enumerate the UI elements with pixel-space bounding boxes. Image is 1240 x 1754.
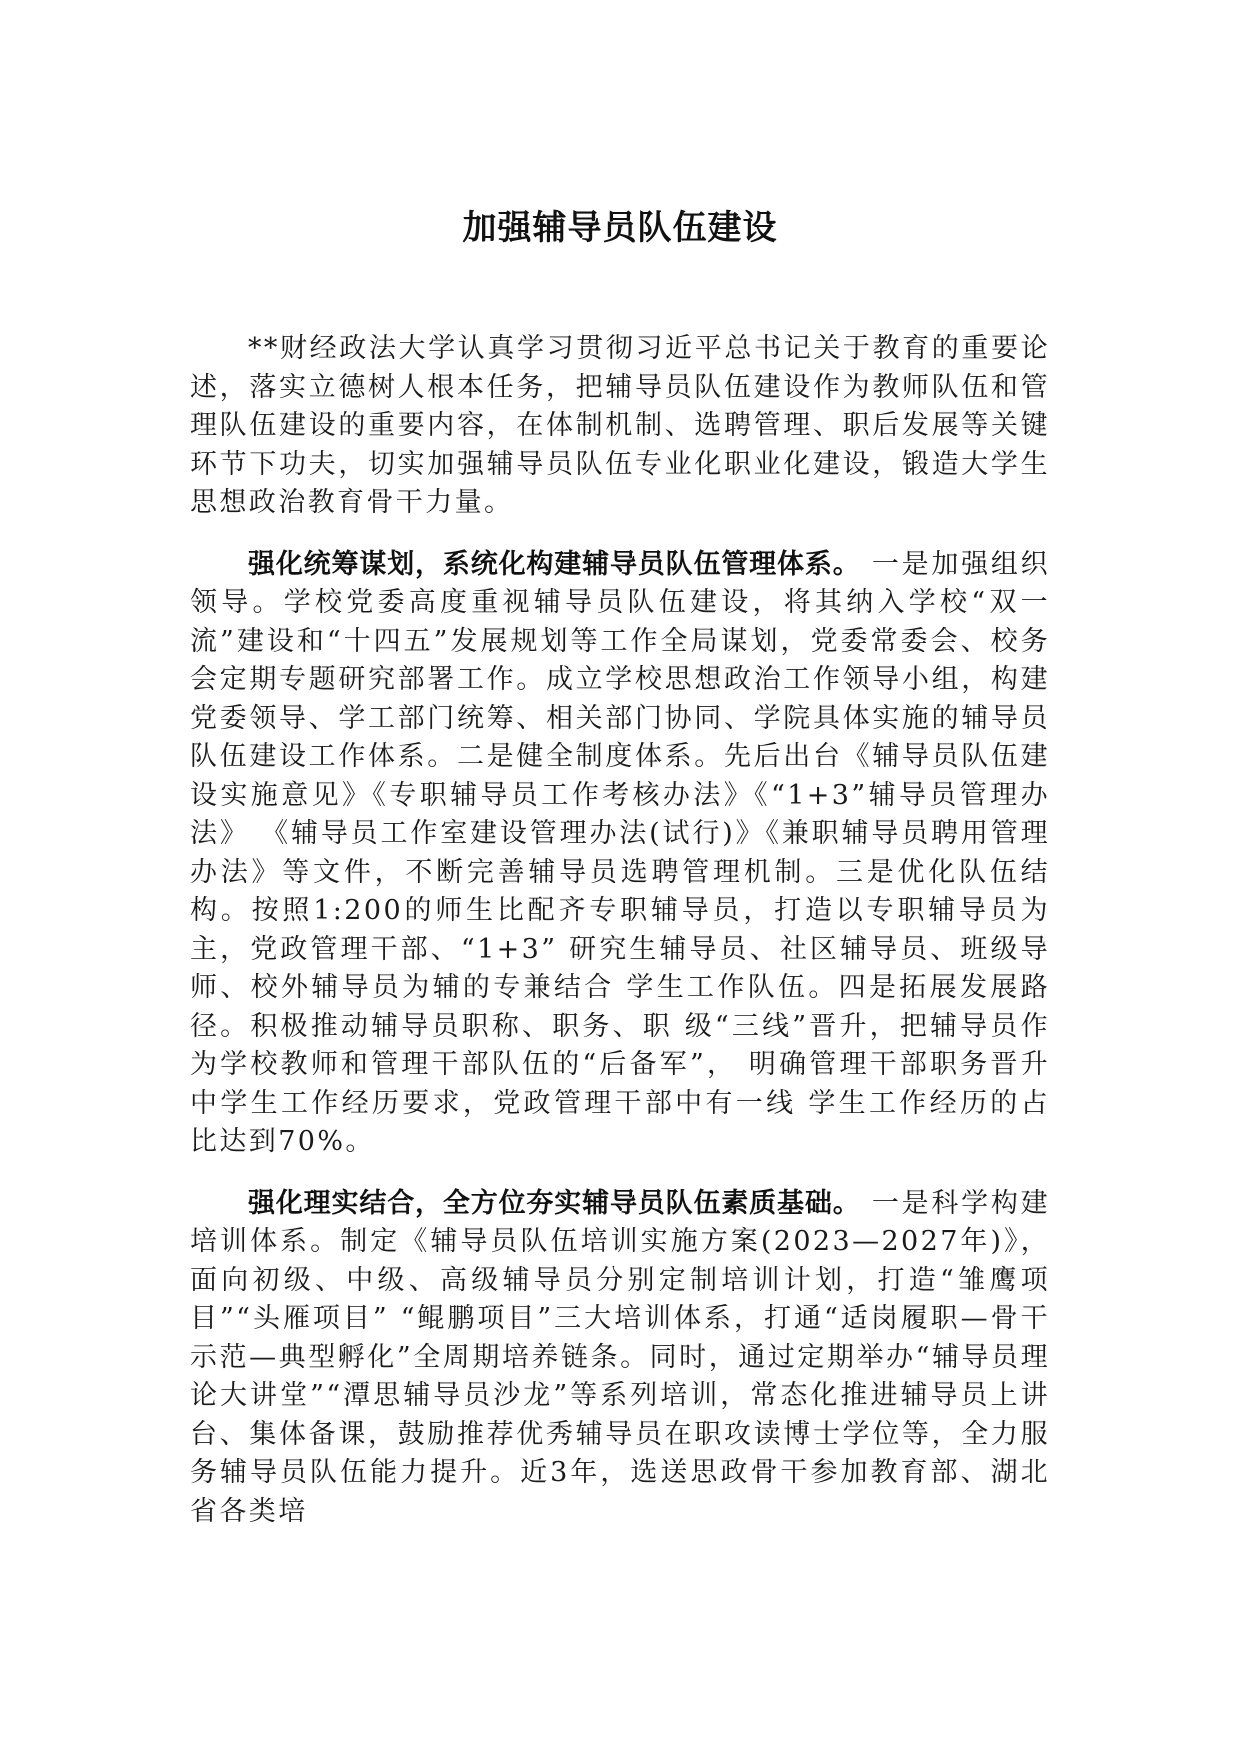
paragraph-text: 一是科学构建培训体系。制定《辅导员队伍培训实施方案(2023—2027年)》，面向初级、中级、高级辅导员分别定制培训计划，打造“雏鹰项目”“头雁项目” “鲲鹏项目”三大培训体系，打通“适岗履职—骨干示范—典型孵化”全周期培养链条。同时，通过定期举办“辅导员理论大讲堂”“潭思辅导员沙龙”等系列培训，常态化推进辅导员上讲台、集体备课，鼓励推荐优秀辅导员在职攻读博士学位等，全力服务辅导员队伍能力提升。近3年，选送思政骨干参加教育部、湖北省各类培 — [190, 1187, 1051, 1527]
paragraph-heading: 强化理实结合，全方位夯实辅导员队伍素质基础。 — [248, 1187, 861, 1219]
paragraph-text: 一是加强组织领导。学校党委高度重视辅导员队伍建设，将其纳入学校“双一流”建设和“十四五”发展规划等工作全局谋划，党委常委会、校务会定期专题研究部署工作。成立学校思想政治工作领导小组，构建党委领导、学工部门统筹、相关部门协同、学院具体实施的辅导员队伍建设工作体系。二是健全制度体系。先后出台《辅导员队伍建设实施意见》《专职辅导员工作考核办法》《“1+3”辅导员管理办法》 《辅导员工作室建设管理办法(试行)》《兼职辅导员聘用管理办法》等文件，不断完善辅导员选聘管理机制。三是优化队伍结构。按照1:200的师生比配齐专职辅导员，打造以专职辅导员为主，党政管理干部、“1+3” 研究生辅导员、社区辅导员、班级导师、校外辅导员为辅的专兼结合 学生工作队伍。四是拓展发展路径。积极推动辅导员职称、职务、职 级“三线”晋升，把辅导员作为学校教师和管理干部队伍的“后备军”， 明确管理干部职务晋升中学生工作经历要求，党政管理干部中有一线 学生工作经历的占比达到70%。 — [190, 548, 1051, 1157]
paragraph-text: **财经政法大学认真学习贯彻习近平总书记关于教育的重要论述，落实立德树人根本任务，把辅导员队伍建设作为教师队伍和管理队伍建设的重要内容，在体制机制、选聘管理、职后发展等关键环节下功夫，切实加强辅导员队伍专业化职业化建设，锻造大学生思想政治教育骨干力量。 — [190, 333, 1050, 518]
paragraph-quality-foundation — [190, 1185, 1050, 1532]
document-body — [190, 330, 1050, 1554]
paragraph-heading: 强化统筹谋划，系统化构建辅导员队伍管理体系。 — [248, 548, 861, 580]
paragraph-management-system — [190, 546, 1050, 1162]
document-title: 加强辅导员队伍建设 — [462, 208, 778, 248]
paragraph-intro — [190, 330, 1050, 523]
